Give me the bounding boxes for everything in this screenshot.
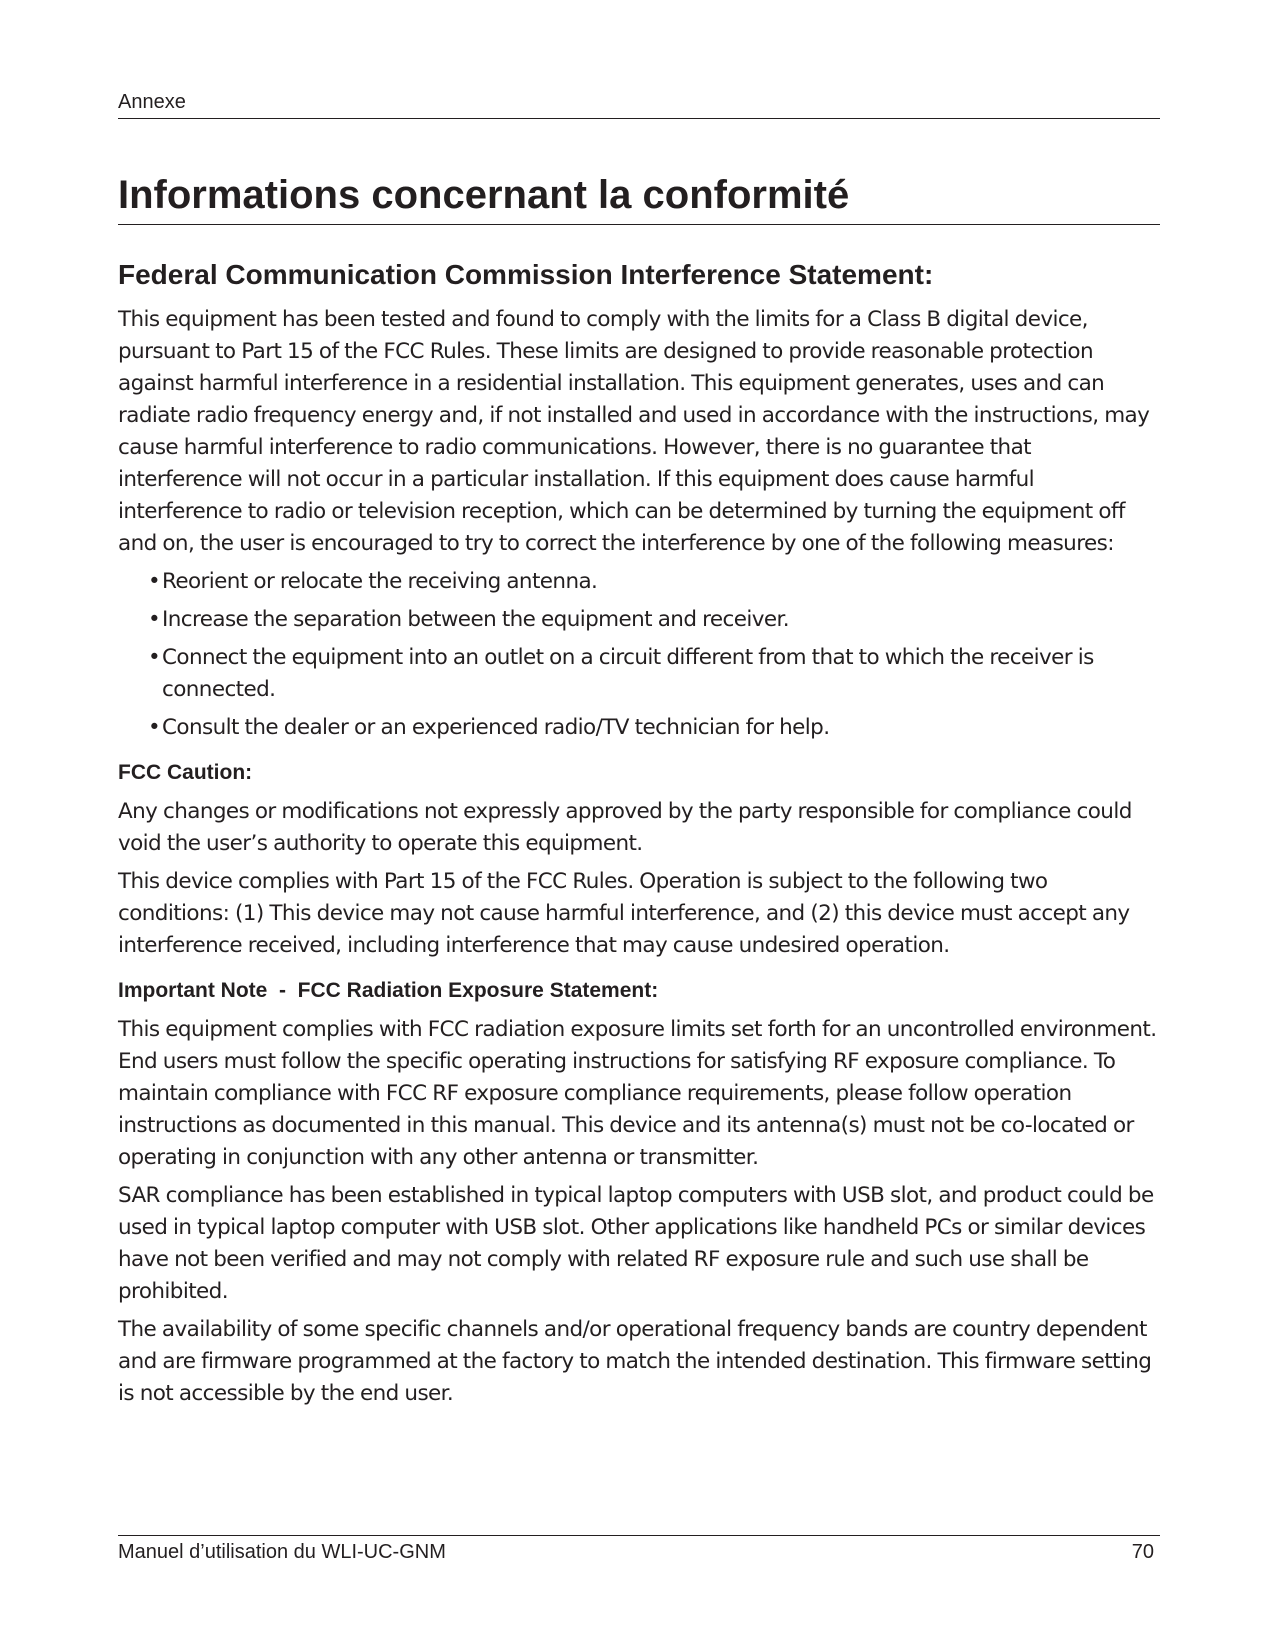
fcc-caution-paragraph: This device complies with Part 15 of the FCC Rules. Operation is subject to the following two conditions: (1) This device may not cause harmful interference, and (2) this device must accept any interference received, including interference that may cause undesired operation. (118, 869, 1130, 958)
page-content (118, 258, 1160, 1416)
list-item-text: Connect the equipment into an outlet on a circuit different from that to which the receiver is connected. (162, 645, 1094, 702)
fcc-caution-paragraph: Any changes or modifications not expressly approved by the party responsible for compliance could void the user’s authority to operate this equipment. (118, 799, 1132, 856)
running-header-title: Annexe (118, 91, 186, 113)
list-item-text: Consult the dealer or an experienced radio/TV technician for help. (162, 715, 830, 740)
list-item-text: Reorient or relocate the receiving antenna. (162, 569, 598, 594)
list-item (118, 604, 1160, 636)
document-page (118, 0, 1160, 1650)
list-item (118, 642, 1160, 706)
measures-list (118, 566, 1160, 744)
footer-manual-title: Manuel d’utilisation du WLI-UC-GNM (118, 1541, 446, 1563)
chapter-title: Informations concernant la conformité (118, 172, 1160, 225)
bullet-icon: • (148, 645, 161, 670)
list-item (118, 566, 1160, 598)
page-number: 70 (1131, 1541, 1154, 1563)
bullet-icon: • (148, 607, 161, 632)
radiation-note-paragraph: The availability of some specific channels and/or operational frequency bands are country dependent and are firmware programmed at the factory to match the intended destination. This firmware setting is not accessible by the end user. (118, 1317, 1152, 1406)
fcc-caution-title: FCC Caution: (118, 761, 253, 784)
radiation-note-title: Important Note - FCC Radiation Exposure Statement: (118, 979, 659, 1002)
bullet-icon: • (148, 715, 161, 740)
radiation-note-paragraph: SAR compliance has been established in typical laptop computers with USB slot, and product could be used in typical laptop computer with USB slot. Other applications like handheld PCs or similar devices have not been verified and may not comply with related RF exposure rule and such use shall be prohibited. (118, 1183, 1154, 1304)
running-header (118, 90, 1160, 119)
fcc-statement-title: Federal Communication Commission Interference Statement: (118, 259, 934, 290)
running-footer (118, 1535, 1160, 1564)
list-item (118, 712, 1160, 744)
radiation-note-paragraph: This equipment complies with FCC radiation exposure limits set forth for an uncontrolled environment. End users must follow the specific operating instructions for satisfying RF exposure compliance. To maintain compliance with FCC RF exposure compliance requirements, please follow operation instructions as documented in this manual. This device and its antenna(s) must not be co-located or operating in conjunction with any other antenna or transmitter. (118, 1017, 1157, 1170)
fcc-statement-paragraph: This equipment has been tested and found to comply with the limits for a Class B digital device, pursuant to Part 15 of the FCC Rules. These limits are designed to provide reasonable protection against harmful interference in a residential installation. This equipment generates, uses and can radiate radio frequency energy and, if not installed and used in accordance with the instructions, may cause harmful interference to radio communications. However, there is no guarantee that interference will not occur in a particular installation. If this equipment does cause harmful interference to radio or television reception, which can be determined by turning the equipment off and on, the user is encouraged to try to correct the interference by one of the following measures: (118, 307, 1150, 556)
bullet-icon: • (148, 569, 161, 594)
list-item-text: Increase the separation between the equipment and receiver. (162, 607, 789, 632)
